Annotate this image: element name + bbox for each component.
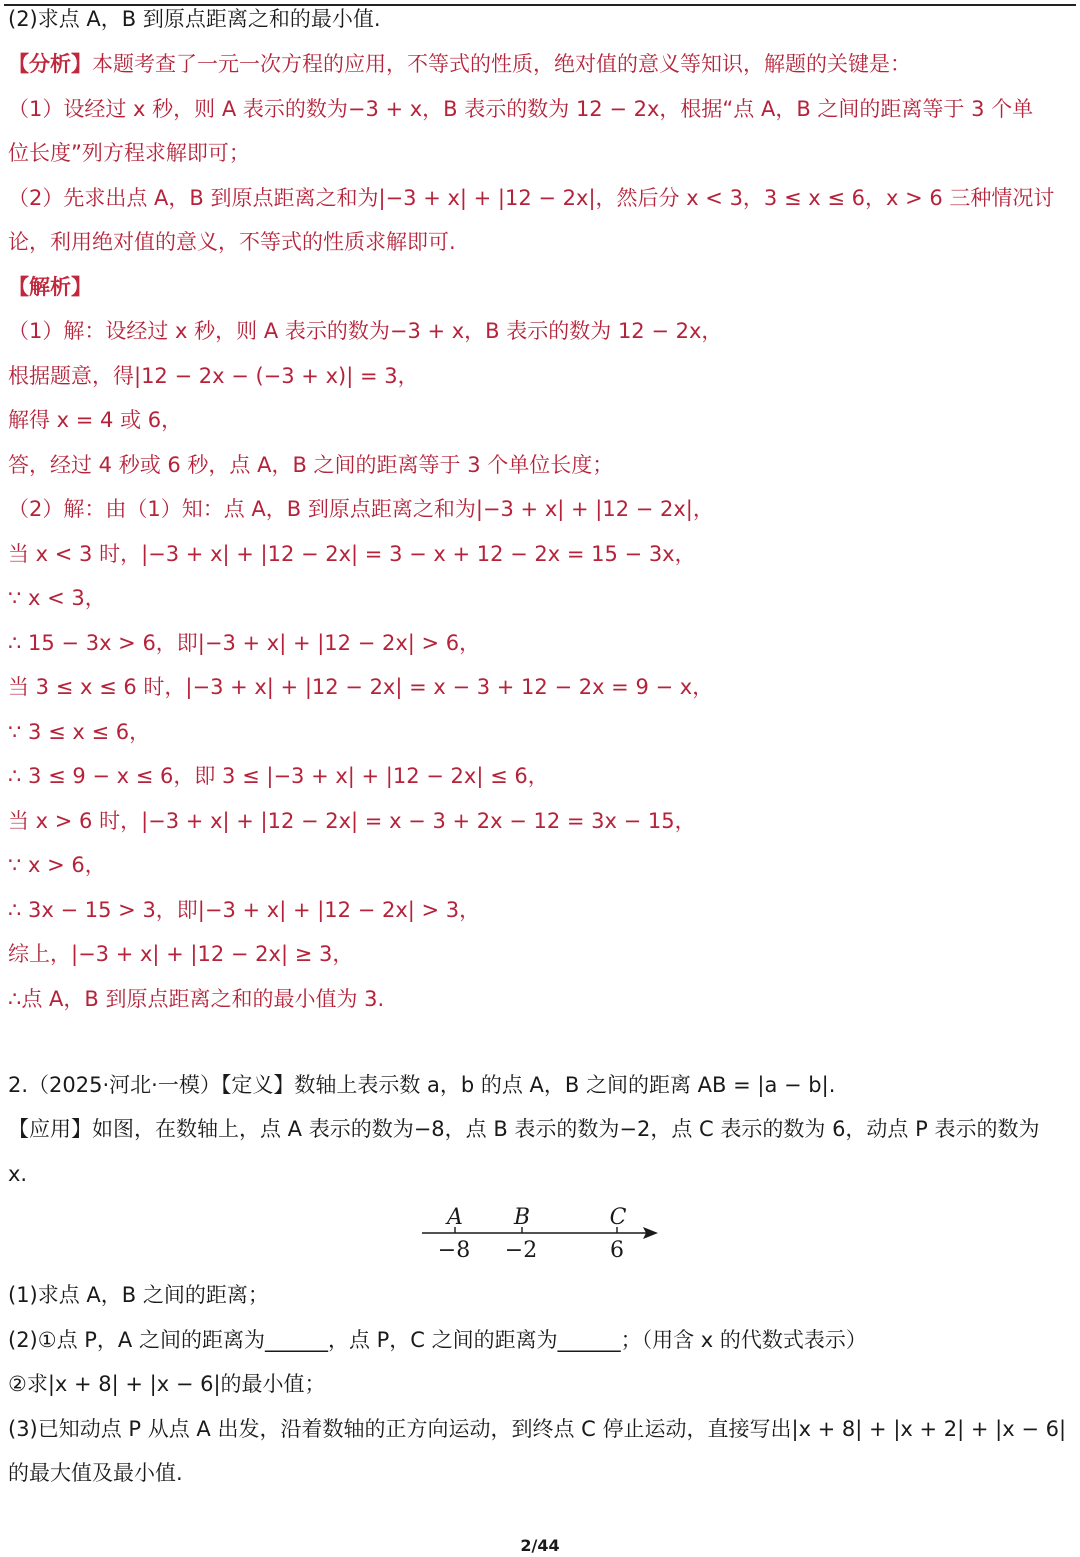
analysis-p2-line1: （2）先求出点 A，B 到原点距离之和为|−3 + x| + |12 − 2x|，然后分 x < 3，3 ≤ x ≤ 6，x > 6 三种情况讨 <box>8 186 1055 210</box>
analysis-p1-line1: （1）设经过 x 秒，则 A 表示的数为−3 + x，B 表示的数为 12 − 2x，根据“点 A，B 之间的距离等于 3 个单 <box>8 97 1034 121</box>
analysis-intro: 本题考查了一元一次方程的应用，不等式的性质，绝对值的意义等知识，解题的关键是： <box>92 52 911 76</box>
solution-line: 当 x > 6 时，|−3 + x| + |12 − 2x| = x − 3 + 2x − 12 = 3x − 15， <box>8 809 696 833</box>
question2-sub3-line1: (3)已知动点 P 从点 A 出发，沿着数轴的正方向运动，到终点 C 停止运动，直接写出|x + 8| + |x + 2| + |x − 6| <box>8 1417 1067 1441</box>
solution-line: ∴ 15 − 3x > 6，即|−3 + x| + |12 − 2x| > 6， <box>8 631 481 655</box>
point-a-label: A <box>447 1205 463 1230</box>
analysis-p2-line2: 论，利用绝对值的意义，不等式的性质求解即可. <box>8 230 456 254</box>
solution-line: 当 3 ≤ x ≤ 6 时，|−3 + x| + |12 − 2x| = x − 3 + 12 − 2x = 9 − x， <box>8 675 714 699</box>
analysis-p1-line2: 位长度”列方程求解即可； <box>8 141 250 165</box>
point-c-value: 6 <box>610 1238 624 1263</box>
solution-line: （1）解：设经过 x 秒，则 A 表示的数为−3 + x，B 表示的数为 12 − 2x， <box>8 319 723 343</box>
point-b-value: −2 <box>504 1238 538 1263</box>
analysis-intro-line <box>8 49 911 79</box>
question2-sub2-1: (2)①点 P，A 之间的距离为______，点 P，C 之间的距离为______；（用含 x 的代数式表示） <box>8 1328 867 1352</box>
point-c-label: C <box>609 1205 627 1230</box>
solution-line: ∴ 3 ≤ 9 − x ≤ 6，即 3 ≤ |−3 + x| + |12 − 2x| ≤ 6， <box>8 764 549 788</box>
number-line-arrow <box>643 1227 658 1239</box>
prev-question-part2: (2)求点 A，B 到原点距离之和的最小值. <box>8 7 381 31</box>
solution-line: ∵ x > 6， <box>8 853 106 877</box>
point-a-value: −8 <box>437 1238 471 1263</box>
solution-line: ∵ 3 ≤ x ≤ 6， <box>8 720 151 744</box>
question2-apply-line2: x. <box>8 1162 28 1186</box>
question2-apply-line1: 【应用】如图，在数轴上，点 A 表示的数为−8，点 B 表示的数为−2，点 C 表示的数为 6，动点 P 表示的数为 <box>8 1117 1040 1141</box>
solution-tag: 【解析】 <box>8 275 92 299</box>
solution-line: 解得 x = 4 或 6， <box>8 408 183 432</box>
solution-line: ∵ x < 3， <box>8 586 106 610</box>
solution-line: 答，经过 4 秒或 6 秒，点 A，B 之间的距离等于 3 个单位长度； <box>8 453 614 477</box>
point-b-label: B <box>513 1205 531 1230</box>
question2-header: 2.（2025·河北·一模）【定义】数轴上表示数 a，b 的点 A，B 之间的距离 AB = |a − b|. <box>8 1073 836 1097</box>
solution-line: ∴ 3x − 15 > 3，即|−3 + x| + |12 − 2x| > 3， <box>8 898 481 922</box>
question2-sub2-2: ②求|x + 8| + |x − 6|的最小值； <box>8 1372 326 1396</box>
analysis-tag: 【分析】 <box>8 52 92 76</box>
solution-line: 综上，|−3 + x| + |12 − 2x| ≥ 3， <box>8 942 354 966</box>
solution-line: 当 x < 3 时，|−3 + x| + |12 − 2x| = 3 − x + 12 − 2x = 15 − 3x， <box>8 542 696 566</box>
solution-line: （2）解：由（1）知：点 A，B 到原点距离之和为|−3 + x| + |12 − 2x|， <box>8 497 714 521</box>
solution-line: 根据题意，得|12 − 2x − (−3 + x)| = 3， <box>8 364 419 388</box>
solution-line: ∴点 A，B 到原点距离之和的最小值为 3. <box>8 987 385 1011</box>
question2-sub3-line2: 的最大值及最小值. <box>8 1461 183 1485</box>
page-number: 2/44 <box>520 1536 560 1555</box>
question2-sub1: (1)求点 A，B 之间的距离； <box>8 1283 269 1307</box>
